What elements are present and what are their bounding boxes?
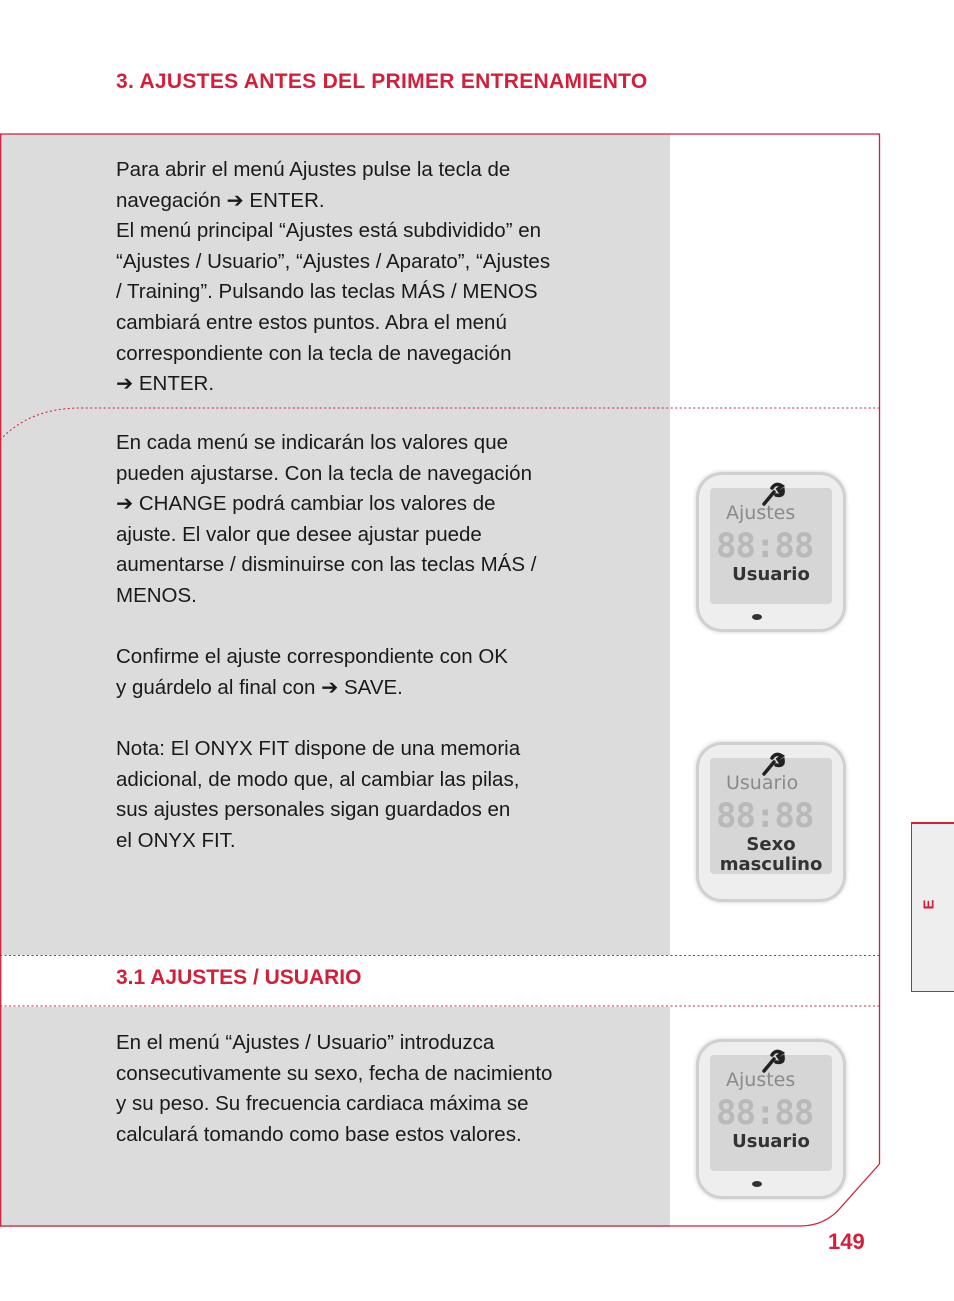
watch-display-ajustes	[688, 466, 858, 636]
text-line: pueden ajustarse. Con la tecla de navegación	[116, 461, 532, 485]
intro-paragraph	[116, 155, 646, 400]
text-line: y guárdelo al final con ➔ SAVE.	[116, 675, 403, 699]
section-heading: 3. AJUSTES ANTES DEL PRIMER ENTRENAMIENTO	[116, 70, 648, 93]
text-line: calculará tomando como base estos valores.	[116, 1122, 522, 1146]
text-line: Para abrir el menú Ajustes pulse la tecla de	[116, 158, 511, 181]
language-tab	[911, 822, 954, 992]
text-line: MENOS.	[116, 583, 197, 607]
text-line: correspondiente con la tecla de navegación	[116, 341, 512, 365]
watch-line-1: Usuario	[726, 772, 799, 794]
text-line: Nota: El ONYX FIT dispone de una memoria	[116, 736, 521, 760]
text-line: navegación ➔ ENTER.	[116, 188, 325, 212]
text-line: Confirme el ajuste correspondiente con OK	[116, 645, 508, 669]
watch-line-2: Usuario	[732, 1131, 810, 1152]
user-settings-paragraph	[116, 1028, 646, 1150]
subsection-heading: 3.1 AJUSTES / USUARIO	[116, 966, 362, 989]
watch-digits: 88:88	[716, 1093, 814, 1133]
text-line: ➔ CHANGE podrá cambiar los valores de	[116, 492, 496, 516]
text-line: cambiará entre estos puntos. Abra el menú	[116, 310, 507, 334]
watch-line-3: masculino	[719, 854, 823, 875]
text-line: y su peso. Su frecuencia cardiaca máxima se	[116, 1092, 529, 1116]
watch-line-1: Ajustes	[726, 502, 796, 524]
text-line: En el menú “Ajustes / Usuario” introduzca	[116, 1031, 495, 1054]
brand-logo-icon	[752, 614, 762, 620]
text-line: el ONYX FIT.	[116, 828, 236, 852]
watch-display-usuario	[688, 736, 858, 906]
language-tab-label: E	[920, 899, 938, 910]
text-line: consecutivamente su sexo, fecha de nacimiento	[116, 1061, 553, 1085]
text-line: ajuste. El valor que desee ajustar puede	[116, 522, 482, 546]
text-line: sus ajustes personales sigan guardados en	[116, 798, 511, 822]
watch-line-2: Usuario	[732, 564, 810, 585]
text-line: El menú principal “Ajustes está subdividido” en	[116, 219, 542, 243]
watch-line-1: Ajustes	[726, 1069, 796, 1091]
brand-logo-icon	[752, 1181, 762, 1187]
watch-display-ajustes-2	[688, 1033, 858, 1203]
page-number: 149	[828, 1229, 865, 1254]
text-line: aumentarse / disminuirse con las teclas MÁS /	[116, 553, 537, 577]
watch-digits: 88:88	[716, 526, 814, 566]
text-line: “Ajustes / Usuario”, “Ajustes / Aparato”, “Ajustes	[116, 249, 551, 273]
text-line: / Training”. Pulsando las teclas MÁS / MENOS	[116, 280, 538, 304]
text-line: adicional, de modo que, al cambiar las pilas,	[116, 767, 520, 791]
text-line: ➔ ENTER.	[116, 372, 215, 396]
text-line: En cada menú se indicarán los valores que	[116, 431, 509, 454]
settings-paragraphs	[116, 428, 646, 856]
watch-digits: 88:88	[716, 796, 814, 836]
watch-line-2: Sexo	[746, 834, 796, 855]
